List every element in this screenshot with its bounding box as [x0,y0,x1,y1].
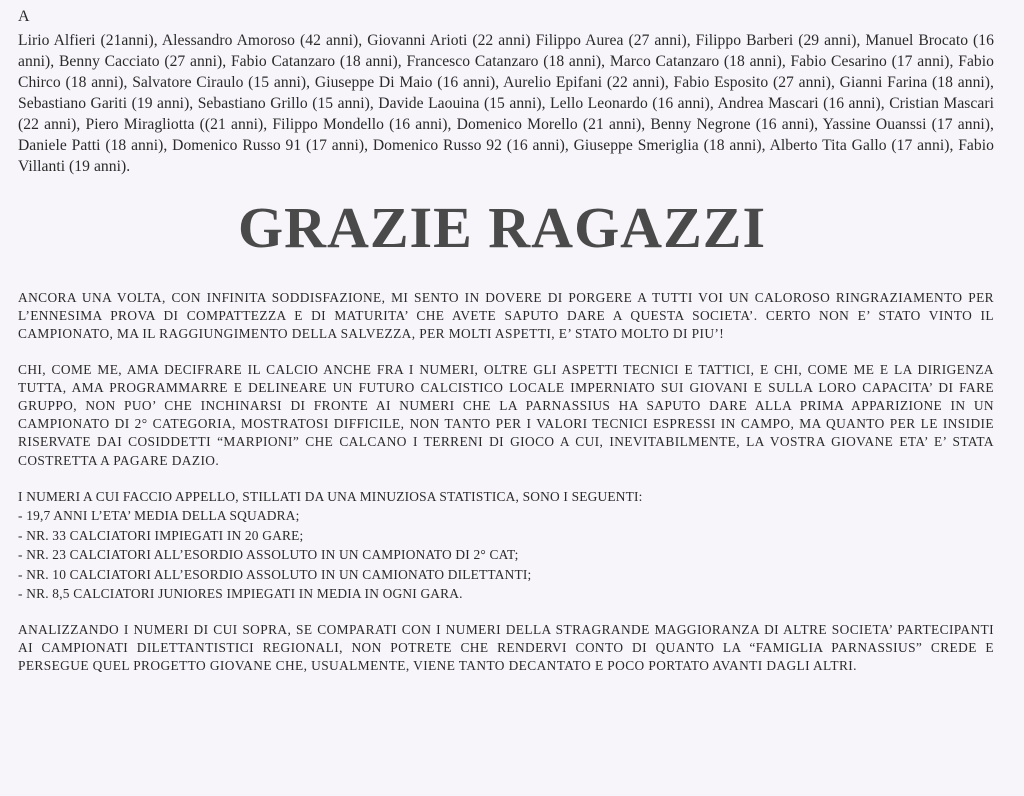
headline: GRAZIE RAGAZZI [237,195,767,260]
stats-item-players-used: - NR. 33 CALCIATORI IMPIEGATI IN 20 GARE; [18,527,304,543]
paragraph-1: ANCORA UNA VOLTA, CON INFINITA SODDISFAZIONE, MI SENTO IN DOVERE DI PORGERE A TUTTI VOI UN CALOROSO RINGRAZIAMENTO PER L’ENNESIMA PROVA DI COMPATTEZZA E DI MATURITA’ CHE AVETE SAPUTO DARE A QUESTA SOCIETA’. CERTO NON E’ STATO VINTO IL CAMPIONATO, MA IL RAGGIUNGIMENTO DELLA SALVEZZA, PER MOLTI ASPETTI, E’ STATO MOLTO DI PIU’! [18,290,994,342]
names-list: Lirio Alfieri (21anni), Alessandro Amoroso (42 anni), Giovanni Arioti (22 anni) Filippo Aurea (27 anni), Filippo Barberi (29 anni), Manuel Brocato (16 anni), Benny Cacciato (27 anni), Fabio Catanzaro (18 anni), Francesco Catanzaro (18 anni), Marco Catanzaro (18 anni), Fabio Cesarino (17 anni), Fabio Chirco (18 anni), Salvatore Ciraulo (15 anni), Giuseppe Di Maio (16 anni), Aurelio Epifani (22 anni), Fabio Esposito (27 anni), Gianni Farina (18 anni), Sebastiano Gariti (19 anni), Sebastiano Grillo (15 anni), Davide Laouina (15 anni), Lello Leonardo (16 anni), Andrea Mascari (16 anni), Cristian Mascari (22 anni), Piero Miragliotta ((21 anni), Filippo Mondello (16 anni), Domenico Morello (21 anni), Benny Negrone (16 anni), Yassine Ouanssi (17 anni), Daniele Patti (18 anni), Domenico Russo 91 (17 anni), Domenico Russo 92 (16 anni), Giuseppe Smeriglia (18 anni), Alberto Tita Gallo (17 anni), Fabio Villanti (19 anni). [18,32,994,175]
stats-item-debut-amateur: - NR. 10 CALCIATORI ALL’ESORDIO ASSOLUTO IN UN CAMIONATO DILETTANTI; [18,566,532,582]
section-letter: A [18,8,30,25]
stats-item-juniors-average: - NR. 8,5 CALCIATORI JUNIORES IMPIEGATI IN MEDIA IN OGNI GARA. [18,586,463,602]
stats-list [18,506,994,604]
paragraph-2: CHI, COME ME, AMA DECIFRARE IL CALCIO ANCHE FRA I NUMERI, OLTRE GLI ASPETTI TECNICI E TATTICI, E CHI, COME ME E LA DIRIGENZA TUTTA, AMA PROGRAMMARRE E DELINEARE UN FUTURO CALCISTICO LOCALE IMPERNIATO SUI GIOVANI E SULLA LORO CAPACITA’ DI FARE GRUPPO, NON PUO’ CHE INCHINARSI DI FRONTE AI NUMERI CHE LA PARNASSIUS HA SAPUTO DARE ALLA PRIMA APPARIZIONE IN UN CAMPIONATO DI 2° CATEGORIA, MOSTRATOSI DIFFICILE, NON TANTO PER I VALORI TECNICI ESPRESSI IN CAMPO, MA QUANTO PER LE INSIDIE RISERVATE DAI COSIDDETTI “MARPIONI” CHE CALCANO I TERRENI DI GIOCO A CUI, INEVITABILMENTE, LA VOSTRA GIOVANE ETA’ E’ STATA COSTRETTA A PAGARE DAZIO. [18,361,994,468]
stats-item-average-age: - 19,7 ANNI L’ETA’ MEDIA DELLA SQUADRA; [18,508,300,524]
paragraph-3: ANALIZZANDO I NUMERI DI CUI SOPRA, SE COMPARATI CON I NUMERI DELLA STRAGRANDE MAGGIORANZA DI ALTRE SOCIETA’ PARTECIPANTI AI CAMPIONATI DILETTANTISTICI REGIONALI, NON POTRETE CHE RENDERVI CONTO DI QUANTO LA “FAMIGLIA PARNASSIUS” CREDE E PERSEGUE QUEL PROGETTO GIOVANE CHE, USUALMENTE, VIENE TANTO DECANTATO E POCO PORTATO AVANTI DAGLI ALTRI. [18,621,994,674]
stats-intro: I NUMERI A CUI FACCIO APPELLO, STILLATI DA UNA MINUZIOSA STATISTICA, SONO I SEGUENTI: [18,488,643,504]
stats-item-debut-2nd-cat: - NR. 23 CALCIATORI ALL’ESORDIO ASSOLUTO IN UN CAMPIONATO DI 2° CAT; [18,547,519,563]
